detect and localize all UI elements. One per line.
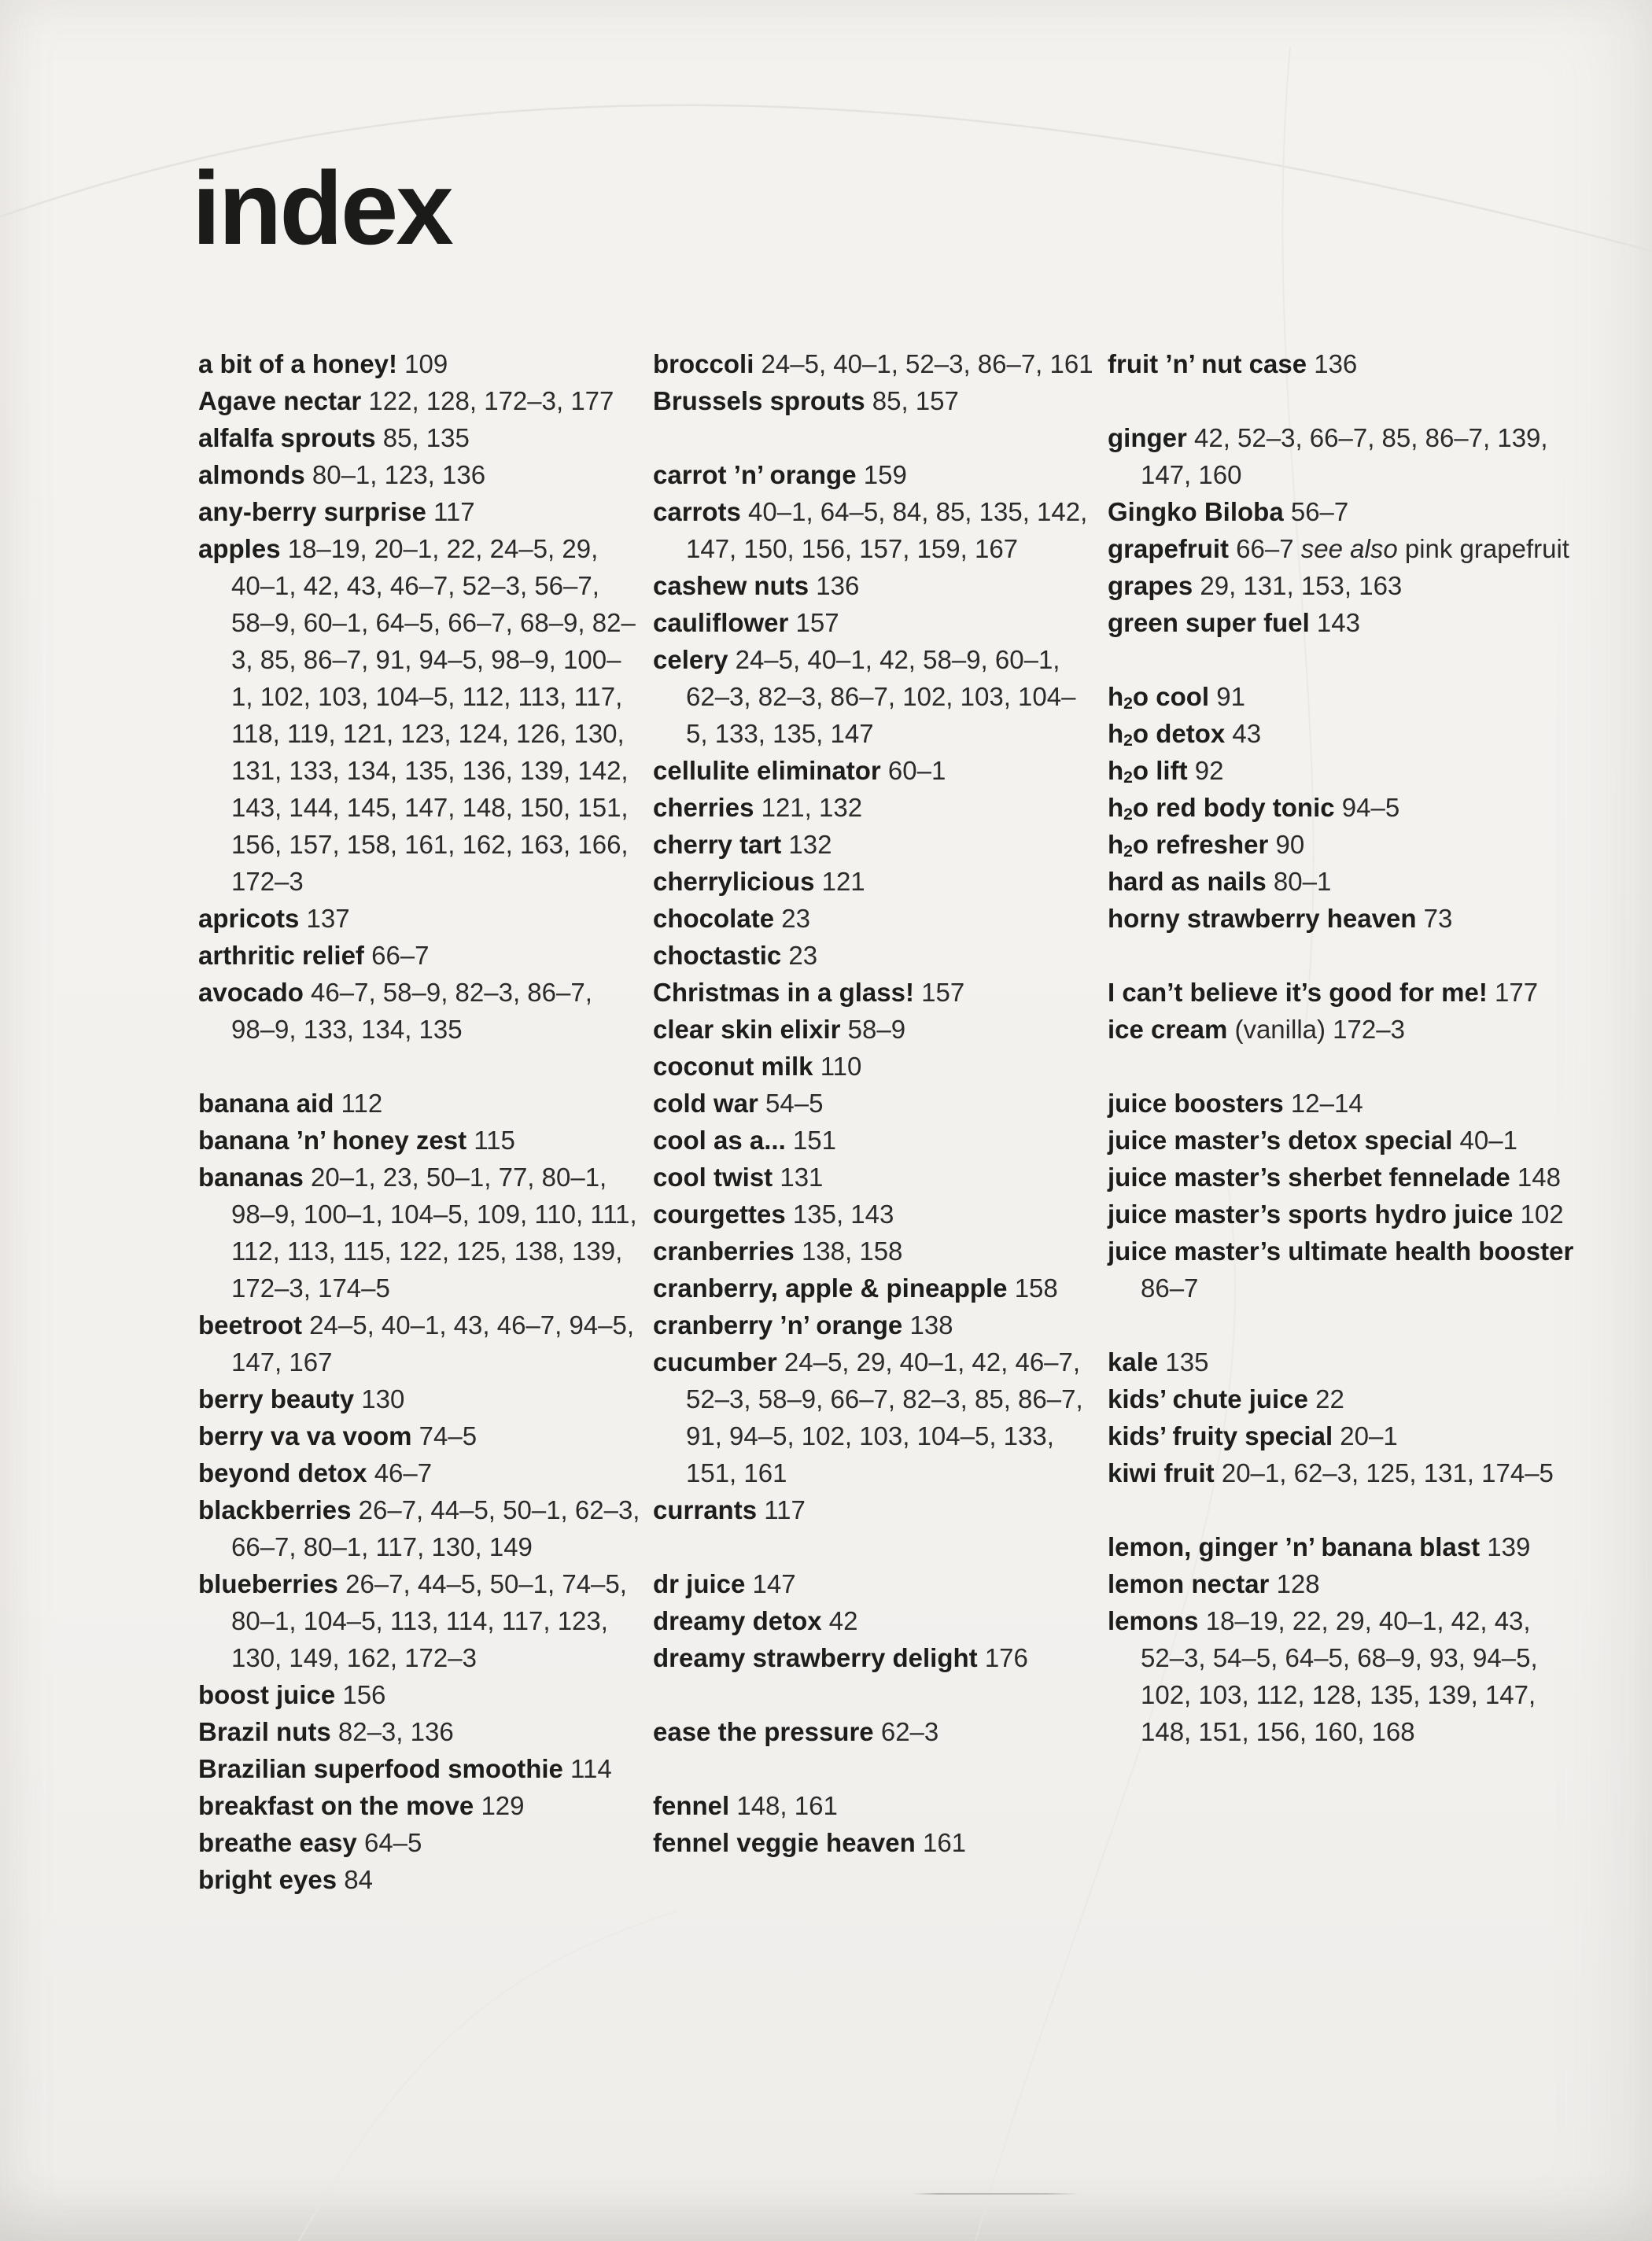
entry-pages: 60–1 <box>880 756 946 785</box>
index-entry <box>198 1565 640 1676</box>
index-entry <box>653 1787 1095 1824</box>
entry-term: alfalfa sprouts <box>198 423 376 452</box>
index-entry <box>653 1233 1095 1270</box>
entry-term: green super fuel <box>1108 608 1310 637</box>
entry-pages: 20–1, 23, 50–1, 77, 80–1, 98–9, 100–1, 104–5, 109, 110, 111, 112, 113, 115, 122, 125, 138, 139, 172–3, 174–5 <box>231 1163 637 1303</box>
index-entry <box>653 900 1095 937</box>
entry-pages: 46–7, 58–9, 82–3, 86–7, 98–9, 133, 134, 135 <box>231 978 592 1044</box>
entry-pages: 24–5, 29, 40–1, 42, 46–7, 52–3, 58–9, 66–7, 82–3, 85, 86–7, 91, 94–5, 102, 103, 104–5, 133, 151, 161 <box>686 1347 1083 1487</box>
index-entry <box>1108 567 1580 604</box>
entry-term: berry beauty <box>198 1384 355 1414</box>
index-entry <box>1108 1380 1580 1417</box>
entry-term: lemons <box>1108 1606 1199 1635</box>
entry-pages: 110 <box>813 1052 862 1081</box>
index-entry <box>653 1270 1095 1307</box>
index-entry <box>653 641 1095 752</box>
entry-term: hard as nails <box>1108 867 1267 896</box>
entry-term: celery <box>653 645 728 674</box>
entry-pages: 139 <box>1480 1532 1531 1561</box>
entry-pages: 112 <box>334 1089 383 1118</box>
index-entry <box>653 752 1095 789</box>
entry-pages: 56–7 <box>1283 497 1349 526</box>
entry-term: dreamy strawberry delight <box>653 1643 978 1672</box>
index-entry <box>1108 900 1580 937</box>
entry-term: currants <box>653 1495 758 1524</box>
entry-pages: 23 <box>774 904 810 933</box>
entry-term: carrot ’n’ orange <box>653 460 857 489</box>
entry-term: apricots <box>198 904 300 933</box>
index-entry <box>198 1417 640 1454</box>
entry-term: bananas <box>198 1163 304 1192</box>
index-entry <box>1108 1417 1580 1454</box>
index-entry <box>653 1491 1095 1528</box>
index-entry <box>198 1787 640 1824</box>
entry-term: Brussels sprouts <box>653 386 865 415</box>
entry-term: berry va va voom <box>198 1421 412 1450</box>
index-entry <box>653 1343 1095 1491</box>
entry-pages: 66–7 <box>363 941 430 970</box>
entry-pages: 109 <box>397 349 448 378</box>
index-column-middle <box>653 345 1095 1861</box>
entry-term: I can’t believe it’s good for me! <box>1108 978 1488 1007</box>
entry-term: cauliflower <box>653 608 789 637</box>
entry-pages: 129 <box>474 1791 525 1820</box>
entry-pages: 151 <box>785 1126 836 1155</box>
see-also-target: pink grapefruit <box>1397 534 1569 563</box>
index-entry <box>1108 974 1580 1011</box>
entry-term: kale <box>1108 1347 1159 1377</box>
index-entry <box>1108 419 1580 493</box>
entry-term: cranberry, apple & pineapple <box>653 1273 1008 1303</box>
entry-term: ginger <box>1108 423 1187 452</box>
index-entry <box>1108 1233 1580 1307</box>
entry-term: breathe easy <box>198 1828 357 1857</box>
group-gap <box>1108 1048 1580 1085</box>
index-entry <box>1108 826 1580 863</box>
entry-term: dr juice <box>653 1569 746 1598</box>
index-entry <box>198 1085 640 1122</box>
entry-pages: 46–7 <box>367 1458 433 1487</box>
index-entry <box>653 567 1095 604</box>
index-entry <box>653 974 1095 1011</box>
entry-pages: 138 <box>902 1310 953 1340</box>
entry-pages: 73 <box>1416 904 1453 933</box>
index-entry <box>1108 1085 1580 1122</box>
entry-term: any-berry surprise <box>198 497 426 526</box>
entry-pages: 20–1, 62–3, 125, 131, 174–5 <box>1214 1458 1554 1487</box>
index-entry <box>653 1048 1095 1085</box>
entry-pages: 148, 161 <box>729 1791 838 1820</box>
index-entry <box>1108 1565 1580 1602</box>
index-entry <box>653 863 1095 900</box>
entry-pages: 132 <box>781 830 832 859</box>
entry-term: cranberries <box>653 1237 795 1266</box>
index-entry <box>653 1602 1095 1639</box>
group-gap <box>1108 382 1580 419</box>
index-entry <box>198 937 640 974</box>
group-gap <box>653 1528 1095 1565</box>
entry-term: $h_2o$ red body tonic <box>1108 793 1335 824</box>
entry-term: kiwi fruit <box>1108 1458 1215 1487</box>
entry-term: Gingko Biloba <box>1108 497 1284 526</box>
entry-term: broccoli <box>653 349 754 378</box>
index-entry <box>653 1085 1095 1122</box>
index-entry <box>198 382 640 419</box>
entry-pages: 143 <box>1309 608 1360 637</box>
entry-pages: 128 <box>1269 1569 1320 1598</box>
index-entry <box>653 604 1095 641</box>
entry-pages: 114 <box>562 1754 612 1783</box>
entry-pages: 94–5 <box>1334 793 1400 822</box>
entry-term: cucumber <box>653 1347 777 1377</box>
entry-pages: 40–1 <box>1452 1126 1517 1155</box>
index-entry <box>653 456 1095 493</box>
index-entry <box>653 826 1095 863</box>
index-entry <box>1108 345 1580 382</box>
entry-term: grapefruit <box>1108 534 1230 563</box>
index-entry <box>653 1011 1095 1048</box>
index-entry <box>1108 752 1580 789</box>
entry-term: bright eyes <box>198 1865 337 1894</box>
index-entry <box>653 1122 1095 1159</box>
entry-pages: 85, 157 <box>865 386 959 415</box>
index-entry <box>653 1639 1095 1676</box>
entry-pages: 121, 132 <box>754 793 863 822</box>
entry-term: a bit of a honey! <box>198 349 398 378</box>
index-entry <box>1108 715 1580 752</box>
group-gap <box>1108 1307 1580 1343</box>
index-entry <box>1108 863 1580 900</box>
entry-pages: 115 <box>466 1126 515 1155</box>
entry-pages: 135, 143 <box>785 1200 894 1229</box>
entry-term: avocado <box>198 978 304 1007</box>
entry-pages: 12–14 <box>1283 1089 1363 1118</box>
index-entry <box>198 1713 640 1750</box>
entry-pages: 54–5 <box>758 1089 824 1118</box>
index-entry <box>653 1824 1095 1861</box>
index-entry <box>1108 789 1580 826</box>
entry-term: courgettes <box>653 1200 786 1229</box>
entry-term: fennel <box>653 1791 730 1820</box>
entry-term: apples <box>198 534 281 563</box>
index-entry <box>198 419 640 456</box>
entry-pages: 26–7, 44–5, 50–1, 74–5, 80–1, 104–5, 113, 114, 117, 123, 130, 149, 162, 172–3 <box>231 1569 627 1672</box>
index-entry <box>198 1491 640 1565</box>
entry-term: horny strawberry heaven <box>1108 904 1417 933</box>
entry-term: boost juice <box>198 1680 336 1709</box>
entry-pages: 84 <box>337 1865 373 1894</box>
index-entry <box>198 1824 640 1861</box>
index-entry <box>653 382 1095 419</box>
entry-pages: 86–7 <box>1141 1273 1199 1303</box>
index-entry <box>1108 604 1580 641</box>
entry-term: cranberry ’n’ orange <box>653 1310 903 1340</box>
entry-term: $h_2o$ lift <box>1108 756 1188 787</box>
index-column-right <box>1108 345 1580 1750</box>
entry-pages: 148 <box>1510 1163 1561 1192</box>
entry-term: fruit ’n’ nut case <box>1108 349 1307 378</box>
index-entry <box>653 1565 1095 1602</box>
index-entry <box>653 789 1095 826</box>
entry-pages: 40–1, 64–5, 84, 85, 135, 142, 147, 150, 156, 157, 159, 167 <box>686 497 1088 563</box>
entry-pages: 22 <box>1307 1384 1344 1414</box>
entry-pages: 121 <box>814 867 865 896</box>
entry-pages: 136 <box>1307 349 1358 378</box>
entry-pages: 80–1 <box>1266 867 1332 896</box>
entry-pages: 131 <box>773 1163 824 1192</box>
entry-term: beyond detox <box>198 1458 367 1487</box>
entry-term: beetroot <box>198 1310 302 1340</box>
index-entry <box>1108 1196 1580 1233</box>
entry-term: cool twist <box>653 1163 773 1192</box>
entry-pages: 24–5, 40–1, 42, 58–9, 60–1, 62–3, 82–3, 86–7, 102, 103, 104–5, 133, 135, 147 <box>686 645 1076 748</box>
entry-pages: 26–7, 44–5, 50–1, 62–3, 66–7, 80–1, 117, 130, 149 <box>231 1495 640 1561</box>
entry-pages: 18–19, 20–1, 22, 24–5, 29, 40–1, 42, 43, 46–7, 52–3, 56–7, 58–9, 60–1, 64–5, 66–7, 68–9, 82–3, 85, 86–7, 91, 94–5, 98–9, 100–1, 102, 103, 104–5, 112, 113, 117, 118, 119, 121, 123, 124, 126, 130, 131, 133, 134, 135, 136, 139, 142, 143, 144, 145, 147, 148, 150, 151, 156, 157, 158, 161, 162, 163, 166, 172–3 <box>231 534 636 896</box>
entry-pages: 159 <box>856 460 907 489</box>
entry-pages: 102 <box>1513 1200 1564 1229</box>
entry-pages: 62–3 <box>873 1717 939 1746</box>
entry-term: almonds <box>198 460 305 489</box>
entry-term: clear skin elixir <box>653 1015 841 1044</box>
entry-term: breakfast on the move <box>198 1791 474 1820</box>
index-entry <box>653 937 1095 974</box>
entry-term: Brazil nuts <box>198 1717 331 1746</box>
entry-pages: 147 <box>745 1569 796 1598</box>
index-entry <box>198 345 640 382</box>
index-entry <box>198 1307 640 1380</box>
entry-term: Agave nectar <box>198 386 362 415</box>
entry-term: grapes <box>1108 571 1193 600</box>
entry-pages: 20–1 <box>1333 1421 1398 1450</box>
entry-term: cellulite eliminator <box>653 756 881 785</box>
entry-pages: 24–5, 40–1, 43, 46–7, 94–5, 147, 167 <box>231 1310 635 1377</box>
index-entry <box>198 1750 640 1787</box>
entry-pages: 85, 135 <box>375 423 470 452</box>
index-entry <box>198 1676 640 1713</box>
index-entry <box>1108 1343 1580 1380</box>
entry-term: Christmas in a glass! <box>653 978 914 1007</box>
entry-pages: 90 <box>1268 830 1305 859</box>
index-entry <box>1108 678 1580 715</box>
entry-term: fennel veggie heaven <box>653 1828 916 1857</box>
faint-pencil-mark <box>913 2193 1079 2195</box>
entry-term: lemon, ginger ’n’ banana blast <box>1108 1532 1481 1561</box>
entry-term: juice master’s sports hydro juice <box>1108 1200 1514 1229</box>
entry-term: banana aid <box>198 1089 334 1118</box>
entry-pages: 130 <box>354 1384 405 1414</box>
entry-term: cherry tart <box>653 830 782 859</box>
index-entry <box>653 345 1095 382</box>
entry-pages: 138, 158 <box>794 1237 903 1266</box>
entry-pages: 137 <box>299 904 350 933</box>
entry-pages: 122, 128, 172–3, 177 <box>361 386 614 415</box>
entry-pages: 177 <box>1487 978 1539 1007</box>
entry-pages: 92 <box>1187 756 1224 785</box>
index-entry <box>198 974 640 1048</box>
entry-pages: (vanilla) 172–3 <box>1227 1015 1405 1044</box>
entry-pages: 58–9 <box>840 1015 906 1044</box>
entry-pages: 161 <box>915 1828 967 1857</box>
entry-term: blackberries <box>198 1495 352 1524</box>
entry-pages: 157 <box>788 608 839 637</box>
entry-pages: 23 <box>781 941 818 970</box>
entry-term: choctastic <box>653 941 782 970</box>
group-gap <box>1108 1491 1580 1528</box>
entry-term: juice master’s detox special <box>1108 1126 1453 1155</box>
entry-pages: 42, 52–3, 66–7, 85, 86–7, 139, 147, 160 <box>1141 423 1548 489</box>
entry-term: blueberries <box>198 1569 338 1598</box>
index-entry <box>653 493 1095 567</box>
entry-pages: 42 <box>821 1606 858 1635</box>
entry-pages: 117 <box>426 497 475 526</box>
entry-term: kids’ chute juice <box>1108 1384 1308 1414</box>
group-gap <box>653 1676 1095 1713</box>
entry-term: cherrylicious <box>653 867 815 896</box>
index-entry <box>1108 1159 1580 1196</box>
entry-term: carrots <box>653 497 741 526</box>
entry-pages: 18–19, 22, 29, 40–1, 42, 43, 52–3, 54–5, 64–5, 68–9, 93, 94–5, 102, 103, 112, 128, 135, 139, 147, 148, 151, 156, 160, 168 <box>1141 1606 1538 1746</box>
entry-term: kids’ fruity special <box>1108 1421 1333 1450</box>
entry-pages: 135 <box>1158 1347 1209 1377</box>
group-gap <box>653 419 1095 456</box>
entry-pages: 43 <box>1225 719 1262 748</box>
group-gap <box>1108 641 1580 678</box>
entry-term: chocolate <box>653 904 775 933</box>
index-entry <box>198 530 640 900</box>
entry-term: lemon nectar <box>1108 1569 1270 1598</box>
index-entry <box>198 1380 640 1417</box>
index-entry <box>198 493 640 530</box>
index-entry <box>198 456 640 493</box>
page-title: index <box>192 150 452 266</box>
entry-pages: 82–3, 136 <box>330 1717 454 1746</box>
index-column-left <box>198 345 640 1898</box>
entry-term: dreamy detox <box>653 1606 822 1635</box>
entry-pages: 64–5 <box>356 1828 422 1857</box>
entry-term: banana ’n’ honey zest <box>198 1126 467 1155</box>
entry-term: ice cream <box>1108 1015 1228 1044</box>
group-gap <box>198 1048 640 1085</box>
entry-pages: 80–1, 123, 136 <box>304 460 486 489</box>
entry-pages: 66–7 <box>1229 534 1301 563</box>
index-entry <box>653 1159 1095 1196</box>
entry-pages: 29, 131, 153, 163 <box>1193 571 1403 600</box>
index-entry <box>198 1454 640 1491</box>
entry-term: juice master’s sherbet fennelade <box>1108 1163 1510 1192</box>
entry-pages: 136 <box>809 571 860 600</box>
index-entry <box>1108 1122 1580 1159</box>
entry-term: $h_2o$ refresher <box>1108 830 1269 861</box>
entry-pages: 158 <box>1007 1273 1058 1303</box>
entry-term: coconut milk <box>653 1052 813 1081</box>
index-entry <box>1108 1602 1580 1750</box>
entry-term: cashew nuts <box>653 571 809 600</box>
index-entry <box>198 900 640 937</box>
entry-pages: 24–5, 40–1, 52–3, 86–7, 161 <box>754 349 1093 378</box>
see-also-label: see also <box>1300 534 1398 563</box>
index-entry <box>1108 493 1580 530</box>
index-entry <box>653 1307 1095 1343</box>
entry-pages: 176 <box>977 1643 1028 1672</box>
index-entry <box>1108 1528 1580 1565</box>
entry-pages: 157 <box>913 978 965 1007</box>
entry-term: cool as a... <box>653 1126 786 1155</box>
index-entry <box>1108 530 1580 567</box>
entry-term: juice boosters <box>1108 1089 1284 1118</box>
index-entry <box>1108 1454 1580 1491</box>
index-entry <box>198 1122 640 1159</box>
entry-term: cold war <box>653 1089 758 1118</box>
index-entry <box>653 1196 1095 1233</box>
entry-term: juice master’s ultimate health booster <box>1108 1237 1574 1266</box>
entry-term: cherries <box>653 793 754 822</box>
entry-term: $h_2o$ detox <box>1108 719 1226 750</box>
group-gap <box>1108 937 1580 974</box>
entry-pages: 156 <box>335 1680 386 1709</box>
entry-pages: 74–5 <box>411 1421 478 1450</box>
index-entry <box>1108 1011 1580 1048</box>
entry-pages: 117 <box>757 1495 806 1524</box>
entry-term: arthritic relief <box>198 941 364 970</box>
entry-pages: 91 <box>1209 682 1245 711</box>
entry-term: Brazilian superfood smoothie <box>198 1754 563 1783</box>
index-entry <box>198 1861 640 1898</box>
entry-term: ease the pressure <box>653 1717 874 1746</box>
index-entry <box>653 1713 1095 1750</box>
index-entry <box>198 1159 640 1307</box>
group-gap <box>653 1750 1095 1787</box>
entry-term: $h_2o$ cool <box>1108 682 1210 713</box>
